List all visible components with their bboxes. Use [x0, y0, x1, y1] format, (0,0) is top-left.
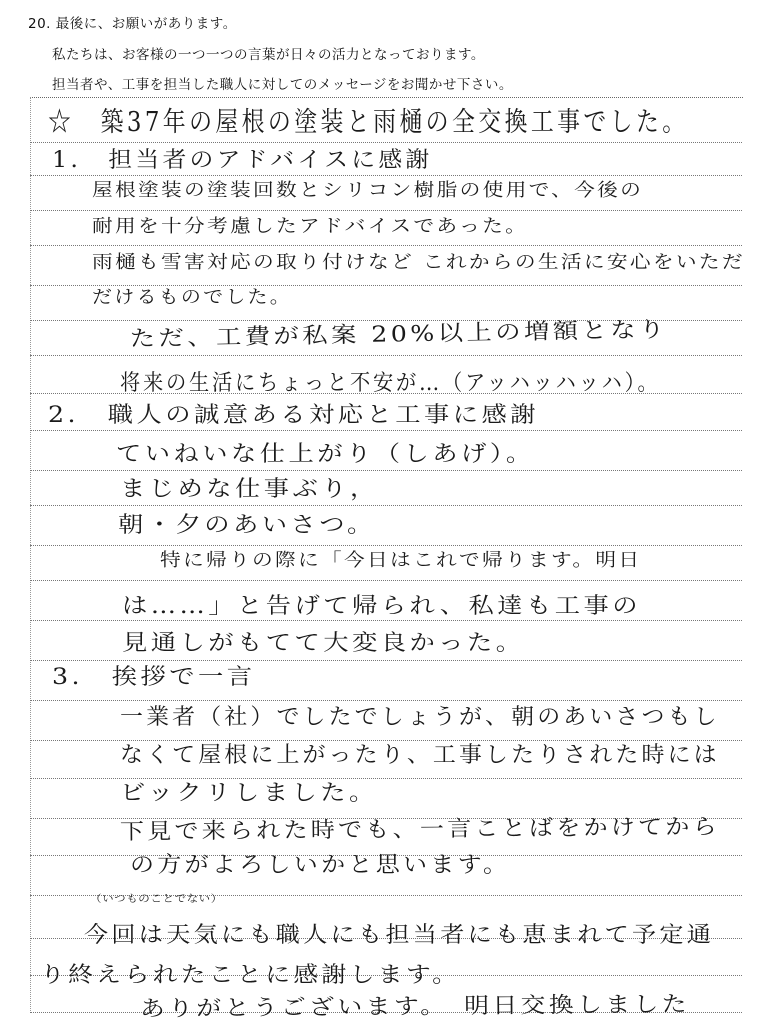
answer-line: 2. 職人の誠意ある対応と工事に感謝 — [48, 403, 540, 428]
answer-line: 屋根塗装の塗装回数とシリコン樹脂の使用で、今後の — [92, 180, 644, 201]
answer-line: 朝・夕のあいさつ。 — [118, 513, 376, 538]
answer-line: ていねいな仕上がり（しあげ）。 — [116, 442, 535, 467]
ruled-line — [30, 430, 742, 431]
answer-line: 見通しがもてて大変良かった。 — [122, 631, 525, 656]
answer-line: ありがとうございます。 明日交換しました — [139, 992, 691, 1023]
answer-line: 一業者（社）でしたでしょうが、朝のあいさつもし — [120, 705, 720, 730]
ruled-line — [30, 355, 742, 356]
answer-line: まじめな仕事ぶり， — [120, 477, 379, 502]
answer-line: 下見で来られた時でも、一言ことばをかけてから — [119, 814, 721, 846]
ruled-line — [30, 580, 742, 581]
answer-line: 耐用を十分考慮したアドバイスであった。 — [92, 216, 529, 237]
ruled-line — [30, 245, 742, 246]
answer-line: 将来の生活にちょっと不安が…（アッハッハッハ）。 — [120, 371, 661, 396]
ruled-line — [30, 210, 742, 211]
answer-line: は……」と告げて帰られ、私達も工事の — [122, 594, 642, 619]
question-heading — [28, 12, 237, 32]
question-description-line-2: 担当者や、工事を担当した職人に対してのメッセージをお聞かせ下さい。 — [52, 77, 513, 93]
question-number: 20. — [28, 16, 51, 32]
ruled-line — [30, 505, 742, 506]
answer-note: （いつものことでない） — [90, 894, 223, 905]
answer-line: なくて屋根に上がったり、工事したりされた時には — [120, 743, 720, 768]
answer-line: 特に帰りの際に「今日はこれで帰ります。明日 — [160, 550, 642, 571]
answer-line: ビックリしました。 — [120, 781, 378, 806]
answer-line: 3. 挨拶で一言 — [52, 665, 256, 690]
question-description-line-1: 私たちは、お客様の一つ一つの言葉が日々の活力となっております。 — [52, 47, 485, 63]
answer-line: ただ、工費が私案 20%以上の増額となり — [129, 317, 668, 353]
ruled-line — [30, 620, 742, 621]
question-title: 最後に、お願いがあります。 — [55, 16, 237, 32]
ruled-line — [30, 470, 742, 471]
answer-line: 今回は天気にも職人にも担当者にも恵まれて予定通 — [84, 923, 715, 948]
answer-line: の方がよろしいかと思います。 — [130, 853, 511, 878]
answer-line: 1. 担当者のアドバイスに感謝 — [52, 148, 433, 173]
answer-line: ☆ 築37年の屋根の塗装と雨樋の全交換工事でした。 — [48, 107, 689, 138]
answer-line: 雨樋も雪害対応の取り付けなど これからの生活に安心をいただ — [92, 252, 745, 273]
answer-line: り終えられたことに感謝します。 — [40, 963, 461, 988]
answer-line: だけるものでした。 — [92, 287, 292, 308]
